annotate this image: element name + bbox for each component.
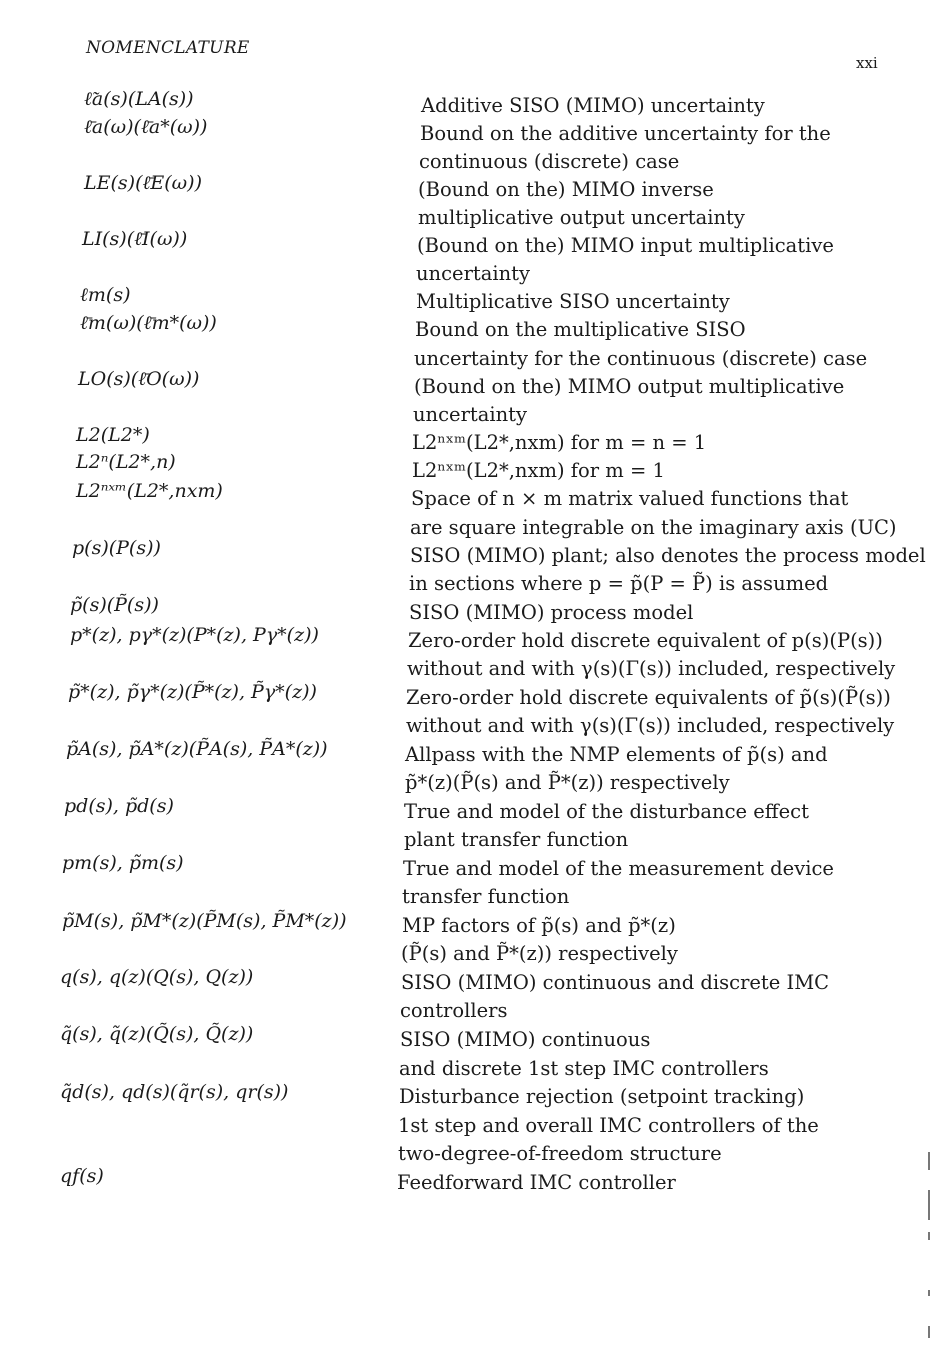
symbol-entry: pd(s), p̃d(s) bbox=[64, 795, 174, 817]
symbol-entry: q̃(s), q̃(z)(Q̃(s), Q̃(z)) bbox=[60, 1023, 254, 1045]
description-line: SISO (MIMO) continuous and discrete IMC bbox=[401, 971, 830, 994]
description-line: SISO (MIMO) continuous bbox=[400, 1028, 651, 1051]
symbol-entry: ℓm(s) bbox=[80, 284, 131, 306]
description-line: Bound on the multiplicative SISO bbox=[415, 318, 746, 341]
symbol-entry: p̃(s)(P̃(s)) bbox=[70, 594, 159, 616]
description-line: L2ⁿˣᵐ(L2*,nxm) for m = 1 bbox=[412, 459, 665, 482]
description-line: transfer function bbox=[402, 885, 570, 908]
symbol-entry: LI(s)(ℓ̄I(ω)) bbox=[82, 228, 188, 250]
symbol-entry: p̃M(s), p̃M*(z)(P̃M(s), P̃M*(z)) bbox=[62, 910, 347, 932]
description-line: Bound on the additive uncertainty for the bbox=[420, 122, 831, 145]
description-line: SISO (MIMO) process model bbox=[409, 601, 694, 624]
description-line: (Bound on the) MIMO inverse bbox=[418, 178, 714, 201]
description-line: (P̃(s) and P̃*(z)) respectively bbox=[401, 942, 678, 965]
description-line: p̃*(z)(P̃(s) and P̃*(z)) respectively bbox=[405, 771, 730, 794]
description-line: continuous (discrete) case bbox=[419, 150, 680, 173]
description-line: (Bound on the) MIMO output multiplicative bbox=[414, 375, 845, 398]
symbol-entry: L2ⁿˣᵐ(L2*,nxm) bbox=[76, 480, 223, 502]
description-line: multiplicative output uncertainty bbox=[418, 206, 745, 229]
description-line: True and model of the disturbance effect bbox=[404, 800, 809, 823]
symbol-entry: q̃d(s), qd(s)(q̃r(s), qr(s)) bbox=[60, 1081, 289, 1103]
description-line: Space of n × m matrix valued functions that bbox=[411, 487, 849, 510]
symbol-entry: ℓ̄a(ω)(ℓ̄a*(ω)) bbox=[84, 116, 208, 138]
description-line: uncertainty bbox=[416, 262, 531, 285]
symbol-entry: ℓ̃a(s)(LA(s)) bbox=[84, 88, 194, 110]
symbol-entry: LO(s)(ℓ̄O(ω)) bbox=[78, 368, 200, 390]
description-line: Zero-order hold discrete equivalent of p(s)(P(s)) bbox=[408, 629, 883, 652]
description-line: (Bound on the) MIMO input multiplicative bbox=[417, 234, 834, 257]
description-line: controllers bbox=[400, 999, 508, 1022]
description-line: Multiplicative SISO uncertainty bbox=[416, 290, 730, 313]
description-line: without and with γ(s)(Γ(s)) included, respectively bbox=[406, 714, 895, 737]
description-line: Additive SISO (MIMO) uncertainty bbox=[421, 94, 765, 117]
description-line: Disturbance rejection (setpoint tracking) bbox=[399, 1085, 805, 1108]
description-line: MP factors of p̃(s) and p̃*(z) bbox=[402, 914, 676, 937]
description-line: L2ⁿˣᵐ(L2*,nxm) for m = n = 1 bbox=[412, 431, 707, 454]
description-line: two-degree-of-freedom structure bbox=[398, 1142, 722, 1165]
symbol-entry: q(s), q(z)(Q(s), Q(z)) bbox=[60, 966, 254, 988]
description-line: 1st step and overall IMC controllers of the bbox=[398, 1114, 819, 1137]
description-line: SISO (MIMO) plant; also denotes the process model bbox=[410, 544, 926, 567]
symbol-entry: p*(z), pγ*(z)(P*(z), Pγ*(z)) bbox=[70, 624, 319, 646]
description-line: Feedforward IMC controller bbox=[397, 1171, 676, 1194]
symbol-entry: L2ⁿ(L2*,n) bbox=[76, 451, 176, 473]
description-line: without and with γ(s)(Γ(s)) included, respectively bbox=[407, 657, 896, 680]
scan-edge-mark bbox=[928, 1326, 930, 1338]
running-head: NOMENCLATURE bbox=[86, 38, 250, 58]
symbol-entry: LE(s)(ℓ̄E(ω)) bbox=[84, 172, 202, 194]
scan-edge-mark bbox=[928, 1232, 930, 1240]
description-line: are square integrable on the imaginary axis (UC) bbox=[410, 516, 897, 539]
description-line: uncertainty bbox=[413, 403, 528, 426]
symbol-entry: L2(L2*) bbox=[76, 424, 150, 446]
symbol-entry: p̃*(z), p̃γ*(z)(P̃*(z), P̃γ*(z)) bbox=[68, 681, 317, 703]
description-line: Zero-order hold discrete equivalents of p̃(s)(P̃(s)) bbox=[406, 686, 891, 709]
description-line: True and model of the measurement device bbox=[403, 857, 834, 880]
description-line: in sections where p = p̃(P = P̃) is assumed bbox=[409, 572, 829, 595]
symbol-entry: qf(s) bbox=[60, 1165, 104, 1187]
description-line: Allpass with the NMP elements of p̃(s) and bbox=[405, 743, 828, 766]
symbol-entry: p̃A(s), p̃A*(z)(P̃A(s), P̃A*(z)) bbox=[66, 738, 328, 760]
scan-edge-mark bbox=[928, 1190, 930, 1220]
scan-edge-mark bbox=[928, 1290, 930, 1296]
description-line: uncertainty for the continuous (discrete) case bbox=[414, 347, 868, 370]
symbol-entry: p(s)(P(s)) bbox=[72, 537, 161, 559]
description-line: plant transfer function bbox=[404, 828, 629, 851]
symbol-entry: pm(s), p̃m(s) bbox=[62, 852, 184, 874]
page-number: xxi bbox=[856, 54, 878, 72]
description-line: and discrete 1st step IMC controllers bbox=[399, 1057, 769, 1080]
symbol-entry: ℓ̄m(ω)(ℓ̄m*(ω)) bbox=[80, 312, 217, 334]
scan-edge-mark bbox=[928, 1152, 930, 1170]
